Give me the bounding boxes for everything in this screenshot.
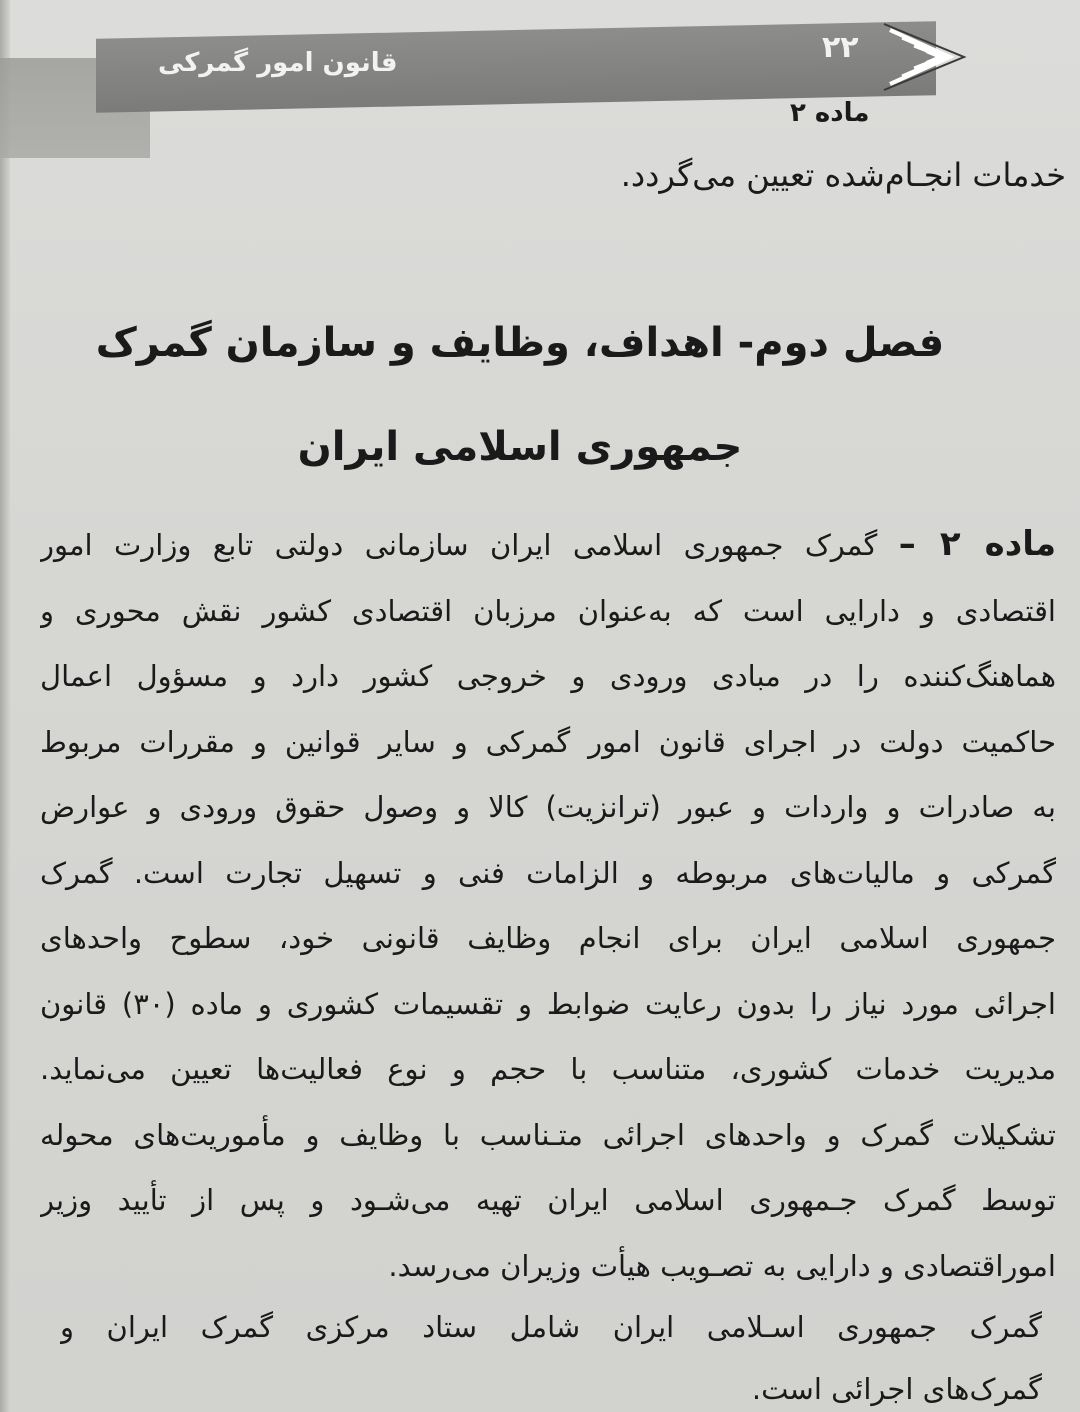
article-line: ماده ۲ – گمرک جمهوری اسلامی ایران سازمانی دولتی تابع وزارت امور [40, 524, 1056, 564]
article-label: ماده ۲ – [898, 524, 1056, 564]
article-line: اقتصادی و دارایی است که به‌عنوان مرزبان اقتصادی کشور نقش محوری و [40, 593, 1056, 628]
chapter-title-line2: جمهوری اسلامی ایران [297, 424, 743, 470]
chevron-ornament-icon [880, 22, 970, 92]
page-number: ۲۲ [822, 30, 859, 65]
article-2-paragraph-2 [60, 1296, 1042, 1412]
continuation-text: خدمات انجـام‌شده تعیین می‌گردد. [620, 156, 1066, 194]
running-head: ماده ۲ [790, 98, 870, 128]
article-line: گمرکی و مالیات‌های مربوطه و الزامات فنی و تسهیل تجارت است. گمرک [40, 855, 1056, 890]
article-line: حاکمیت دولت در اجرای قانون امور گمرکی و سایر قوانین و مقررات مربوط [40, 724, 1056, 759]
article-line: هماهنگ‌کننده را در مبادی ورودی و خروجی کشور دارد و مسؤول اعمال [40, 659, 1056, 693]
book-title: قانون امور گمرکی [158, 48, 398, 78]
paragraph-line: گمرک جمهوری اسـلامی ایران شامل ستاد مرکزی گمرک ایران و [60, 1310, 1042, 1344]
article-line: به صادرات و واردات و عبور (ترانزیت) کالا و وصول حقوق ورودی و عوارض [40, 790, 1056, 824]
article-line: توسط گمرک جـمهوری اسلامی ایران تهیه می‌شـود و پس از تأیید وزیر [40, 1183, 1056, 1217]
article-line: اجرائی مورد نیاز را بدون رعایت ضوابط و تقسیمات کشوری و ماده (۳۰) قانون [40, 986, 1056, 1021]
article-line: مدیریت خدمات کشوری، متناسب با حجم و نوع فعالیت‌ها تعیین می‌نماید. [40, 1052, 1056, 1086]
article-line: تشکیلات گمرک و واحدهای اجرائی متـناسب با وظایف و مأموریت‌های محوله [40, 1117, 1056, 1152]
paragraph-line: گمرک‌های اجرائی است. [751, 1372, 1042, 1406]
article-2-body [40, 512, 1056, 1299]
book-spine-shadow [0, 0, 10, 1412]
chapter-title-line1: فصل دوم- اهداف، وظایف و سازمان گمرک [95, 320, 945, 366]
article-line: جمهوری اسلامی ایران برای انجام وظایف قانونی خود، سطوح واحدهای [40, 921, 1056, 955]
article-line: اموراقتصادی و دارایی به تصـویب هیأت وزیران می‌رسد. [388, 1248, 1056, 1283]
